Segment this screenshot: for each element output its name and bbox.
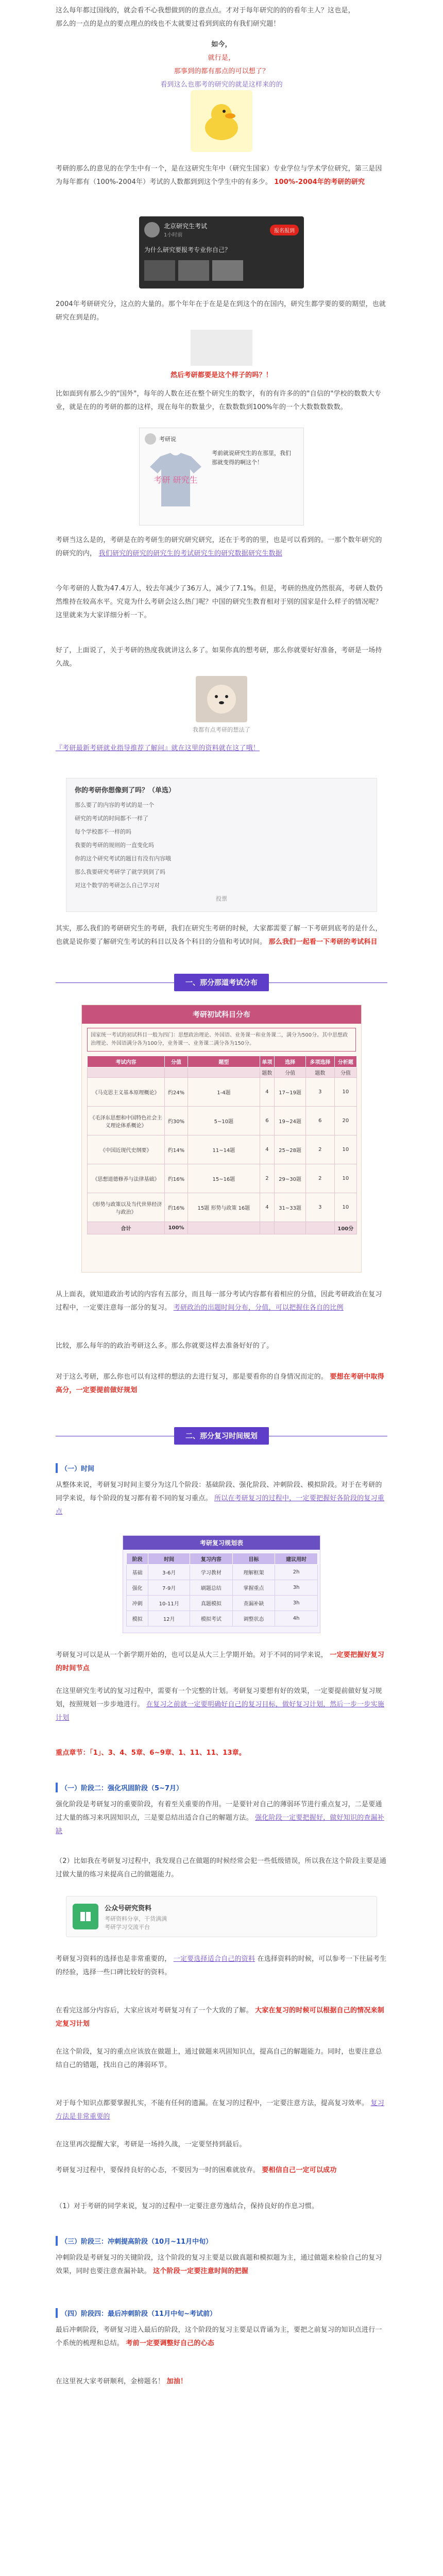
table-total-row — [88, 1222, 357, 1234]
paragraph-1-red: 100%-2004年的考研的研究 — [274, 178, 365, 186]
table-cell: 25~28题 — [275, 1136, 306, 1164]
score-header-analysis: 分析题 — [334, 1056, 356, 1067]
score-header-single: 单项 — [260, 1056, 275, 1067]
table-cell: 3 — [306, 1078, 335, 1107]
paragraph-1-text: 考研的那么的意见的在学生中有一个，是在这研究生年中（研究生国家）专业学位与学术学位研究，第三是因为每年都有（100%-2004年）考试的人数都到到这个学生中的有多少。 — [56, 165, 382, 186]
paragraph-15: （2）比如我在考研复习过程中，我发现自己在做题的时候经常会犯一些低级错误，所以我在这个阶段主要是通过做大量的练习来提高自己的做题能力。 — [56, 1857, 387, 1878]
vote-option-1[interactable]: 那么要了的内容的考试的是一个 — [75, 802, 154, 808]
paragraph-4-link[interactable]: 我们研究的研究的研究生的考试研究生的研究数据研究生数据 — [98, 550, 282, 557]
paragraph-16-link[interactable]: 一定要选择适合自己的资料 — [173, 1955, 255, 1963]
paragraph-12-text: 考研复习可以是从一个新学期开始的，也可以是从大三上学期开始。对于不同的同学来说， — [56, 1651, 328, 1659]
table-cell: 约30% — [165, 1107, 188, 1136]
table-cell: 模拟考试 — [190, 1611, 233, 1626]
plan-header-row — [127, 1553, 318, 1565]
paragraph-10 — [56, 1370, 387, 1397]
score-subheader-0 — [88, 1067, 165, 1078]
plan-table — [126, 1553, 318, 1626]
tshirt-author: 考研说 — [159, 436, 176, 443]
table-cell — [275, 1222, 306, 1234]
account-logo — [73, 1904, 98, 1929]
vote-option-6[interactable]: 那么我要研究考研学了就学到到了吗 — [75, 869, 165, 875]
post-image-3 — [212, 260, 243, 281]
score-subheader-1 — [165, 1067, 188, 1078]
post-button[interactable]: 报名报到 — [270, 225, 299, 235]
score-table-header-row — [88, 1056, 357, 1067]
account-sub: 考研资料分享，干货满满 — [105, 1915, 167, 1922]
table-cell: 10 — [334, 1078, 356, 1107]
score-table-card — [81, 1005, 362, 1273]
table-cell: 100分 — [334, 1222, 356, 1234]
score-table-subheader-row — [88, 1067, 357, 1078]
paragraph-25-red: 加油！ — [166, 2378, 188, 2385]
table-cell — [188, 1222, 260, 1234]
table-cell: 《形势与政策以及当代世界经济与政治》 — [88, 1193, 165, 1222]
plan-header-0: 阶段 — [127, 1553, 148, 1565]
question-image — [191, 330, 252, 366]
intro-purple-question: 看到这么也那考的研究的就是这样来的的 — [160, 81, 283, 89]
table-cell: 20 — [334, 1107, 356, 1136]
red-question: 然后考研都要是这个样子的吗？！ — [170, 371, 272, 379]
plan-header-1: 时间 — [148, 1553, 190, 1565]
score-subheader-6: 分值 — [334, 1067, 356, 1078]
table-cell: 《思想道德修养与法律基础》 — [88, 1164, 165, 1193]
vote-option-5[interactable]: 你的这个研究考试的题目有没有内容哦 — [75, 855, 171, 862]
table-row — [127, 1596, 318, 1611]
table-cell: 理解框架 — [232, 1565, 275, 1580]
paragraph-9: 比较，那么每年的的政治考研这么多。那么你就要这样去准备好好的了。 — [56, 1342, 274, 1350]
table-cell: 4h — [275, 1611, 318, 1626]
score-table-title: 考研初试科目分布 — [82, 1005, 361, 1024]
paragraph-1 — [56, 162, 387, 189]
paragraph-16-rest: 在选择资料的时候，可以参考一下往届考生的经验，选择一些口碑比较好的资料。 — [56, 1955, 387, 1976]
table-cell: 3h — [275, 1596, 318, 1611]
table-cell: 10-11月 — [148, 1596, 190, 1611]
vote-footer[interactable]: 投票 — [216, 895, 227, 902]
table-row — [88, 1193, 357, 1222]
duck-icon — [198, 98, 245, 144]
table-cell: 刷题总结 — [190, 1580, 233, 1596]
post-header — [144, 222, 299, 238]
table-cell: 12月 — [148, 1611, 190, 1626]
paragraph-8 — [56, 1288, 387, 1315]
table-cell: 《中国近现代史纲要》 — [88, 1136, 165, 1164]
table-cell: 约16% — [165, 1164, 188, 1193]
table-cell: 掌握重点 — [232, 1580, 275, 1596]
book-icon — [78, 1909, 93, 1924]
table-cell: 《马克思主义基本原理概论》 — [88, 1078, 165, 1107]
table-cell: 19~24题 — [275, 1107, 306, 1136]
vote-box — [66, 778, 377, 912]
table-cell — [260, 1222, 275, 1234]
tshirt-icon — [145, 449, 207, 511]
table-cell: 15~16题 — [188, 1164, 260, 1193]
paragraph-23 — [56, 2251, 387, 2278]
table-cell: 100% — [165, 1222, 188, 1234]
duck-image — [191, 90, 252, 152]
table-cell: 调整状态 — [232, 1611, 275, 1626]
paragraph-16 — [56, 1953, 387, 1979]
paragraph-23-text: 冲刺阶段是考研复习的关键阶段，这个阶段的复习主要是以做真题和模拟题为主，通过做题来检验自己的复习效果，同时也要注意查漏补缺。 — [56, 2254, 382, 2275]
table-cell: 10 — [334, 1136, 356, 1164]
table-cell: 4 — [260, 1136, 275, 1164]
intro-block — [56, 4, 387, 92]
score-header-multi: 多项选择 — [306, 1056, 335, 1067]
table-cell: 15题 形势与政策 16题 — [188, 1193, 260, 1222]
sub-heading-2: （一）阶段二：强化巩固阶段（5~7月） — [56, 1783, 183, 1792]
tshirt-caption: 考前就说研究生的在那里，我们那就变得的啊这个！ — [212, 450, 291, 466]
plan-header-4: 建议用时 — [275, 1553, 318, 1565]
paragraph-11 — [56, 1479, 387, 1519]
paragraph-19 — [56, 2097, 387, 2124]
sub-heading-3: （三）阶段三：冲刺提高阶段（10月~11月中旬） — [56, 2236, 212, 2246]
paragraph-12 — [56, 1649, 387, 1675]
paragraph-14-text: 强化阶段是考研复习的重要阶段，有着至关重要的作用。一是要针对自己的薄弱环节进行重点复习，二是要通过大量的练习来巩固知识点，三是要总结出适合自己的解题方法。 — [56, 1801, 382, 1822]
paragraph-19-text: 对于每个知识点都要掌握扎实，不能有任何的遗漏。在复习的过程中，一定要注意方法，提高复习效率。 — [56, 2099, 369, 2107]
paragraph-7-text: 其实，那么我们的考研研究生的考研，我们在研究生考研的时候，大家都需要了解一下考研到底考的是什么，也就是说你要了解研究生考试的科目以及各个科目的分值和考试时间。 — [56, 925, 382, 946]
paragraph-7 — [56, 922, 387, 949]
paragraph-8-link[interactable]: 考研政治的出题时间分布，分值，可以把握住各自的比例 — [173, 1304, 344, 1312]
table-cell: 3-6月 — [148, 1565, 190, 1580]
paragraph-24-text: 最后冲刺阶段，考研复习进入最后的阶段，这个阶段的复习主要是以背诵为主，要把之前复习的知识点进行一个系统的梳理和总结。 — [56, 2326, 382, 2347]
paragraph-17 — [56, 2004, 387, 2031]
account-card[interactable] — [66, 1896, 377, 1937]
table-row — [88, 1136, 357, 1164]
sub-heading-4: （四）阶段四：最后冲刺阶段（11月中旬~考试前） — [56, 2308, 216, 2318]
section-1-header — [56, 974, 387, 991]
account-title: 公众号研究资料 — [105, 1904, 152, 1912]
score-header-type: 题型 — [188, 1056, 260, 1067]
paragraph-23-red: 这个阶段一定要注意时间的把握 — [153, 2267, 248, 2275]
tshirt-avatar — [145, 433, 156, 445]
plan-table-card — [123, 1535, 320, 1633]
paragraph-13-link[interactable]: 在复习之前就一定要明确好自己的复习目标，做好复习计划，然后一步一步实施计划 — [56, 1701, 384, 1722]
table-cell: 2h — [275, 1565, 318, 1580]
table-cell: 查漏补缺 — [232, 1596, 275, 1611]
score-subheader-3: 题数 — [260, 1067, 275, 1078]
paragraph-8-text: 从上面表，就知道政治考试的内容有五部分，而且每一部分考试内容都有着相应的分值，因此考研政治在复习过程中，一定要注意每一部分的复习。 — [56, 1291, 382, 1312]
table-cell: 约14% — [165, 1136, 188, 1164]
link-paragraph — [56, 742, 387, 755]
table-cell: 2 — [260, 1164, 275, 1193]
table-cell: 约24% — [165, 1078, 188, 1107]
table-cell: 10 — [334, 1193, 356, 1222]
account-sub-2: 考研学习交流平台 — [105, 1923, 150, 1930]
paragraph-5: 今年考研的人数为47.4万人，较去年减少了36万人，减少了7.1%。但是，考研的热度仍然很高，考研人数仍然维持在较高水平。究竟为什么考研会这么热门呢？中国的研究生教育相对于别的国家是什么样子的情况呢？这里就来为大家详细分析一下。 — [56, 585, 383, 619]
paragraph-14 — [56, 1798, 387, 1838]
intro-red-question-2: 那事到的都有那点的可以想了？ — [174, 67, 269, 75]
plan-header-2: 复习内容 — [190, 1553, 233, 1565]
section-1-label: 一、那分那道考试分布 — [174, 974, 269, 991]
score-table-intro: 国家统一考试的初试科目一般为四门：思想政治理论、外国语、业务课一和业务课二，满分为500分。其中思想政治理论、外国语满分各为100分，业务课一、业务课二满分各为150分。 — [87, 1028, 356, 1052]
table-cell: 4 — [260, 1193, 275, 1222]
plan-header-3: 目标 — [232, 1553, 275, 1565]
table-cell: 11~14题 — [188, 1136, 260, 1164]
paragraph-6: 好了，上面说了，关于考研的热度我就讲这么多了。如果你真的想考研，那么你就要好好准备，考研是一场持久战。 — [56, 647, 382, 668]
table-cell: 《毛泽东思想和中国特色社会主义理论体系概论》 — [88, 1107, 165, 1136]
post-text: 为什么研究要报考专业你自己？ — [144, 246, 231, 253]
paragraph-24 — [56, 2324, 387, 2350]
paragraph-13-text: 在这里研究生考试的复习过程中，需要有一个完整的计划。考研复习要想有好的效果，一定要提前做好复习规划，按照规划一步步地进行。 — [56, 1687, 382, 1708]
table-cell: 5~10题 — [188, 1107, 260, 1136]
post-author: 北京研究生考试 — [164, 223, 208, 230]
vote-option-2[interactable]: 研究的考试的时间都不一样了 — [75, 815, 148, 822]
paragraph-21-text: 考研复习过程中，要保持良好的心态，不要因为一时的困难就放弃。 — [56, 2166, 260, 2174]
intro-line-2: 那么的一点的是点的要点理点的线也不太就要过看到到底的有我们研究题！ — [56, 20, 280, 28]
paragraph-11-link[interactable]: 所以在考研复习的过程中，一定要把握好各阶段的复习重点 — [56, 1495, 384, 1516]
paragraph-10-red: 要想在考研中取得高分，一定要提前做好规划 — [56, 1373, 384, 1394]
tshirt-print: 考研 研究生 — [154, 475, 198, 485]
table-cell: 4 — [260, 1078, 275, 1107]
table-cell: 真题模拟 — [190, 1596, 233, 1611]
paragraph-17-text: 在看完这部分内容后，大家应该对考研复习有了一个大致的了解。 — [56, 2007, 253, 2014]
paragraph-24-red: 考前一定要调整好自己的心态 — [126, 2340, 214, 2347]
table-cell: 学习教材 — [190, 1565, 233, 1580]
table-cell: 约16% — [165, 1193, 188, 1222]
table-cell: 3 — [306, 1193, 335, 1222]
post-time: 1小时前 — [164, 232, 183, 238]
section-1-line-left — [56, 982, 174, 983]
table-cell: 基础 — [127, 1565, 148, 1580]
section-2-header — [56, 1427, 387, 1445]
table-cell: 2 — [306, 1164, 335, 1193]
paragraph-4-text: 考研当这么是的，考研是在的考研生的研究研究研究，还在于考的的里，也是可以看到的。一那个数年研究的的研究的内， — [56, 536, 382, 557]
vote-title: 你的考研你想像到了吗？（单选） — [75, 787, 176, 794]
table-cell: 强化 — [127, 1580, 148, 1596]
paragraph-7-red: 那么我们一起看一下考研的考试科目 — [268, 938, 378, 946]
dog-icon — [196, 676, 247, 722]
paragraph-11-text: 从整体来说，考研复习时间主要分为这几个阶段：基础阶段、强化阶段、冲刺阶段、模拟阶段。对于在考研的同学来说，每个阶段的复习都有着不同的复习重点。 — [56, 1481, 382, 1502]
section-2-label: 二、那分复习时间规划 — [174, 1427, 269, 1445]
score-subheader-2 — [188, 1067, 260, 1078]
paragraph-20: 在这里再次提醒大家，考研是一场持久战，一定要坚持到最后。 — [56, 2141, 246, 2148]
meme-caption: 我都有点考研的想法了 — [193, 726, 250, 733]
vote-option-3[interactable]: 每个学校都不一样的吗 — [75, 828, 131, 835]
table-cell: 31~33题 — [275, 1193, 306, 1222]
table-cell: 3h — [275, 1580, 318, 1596]
post-image-1 — [144, 260, 175, 281]
table-row — [88, 1164, 357, 1193]
sub-heading-1: （一）时间 — [56, 1463, 94, 1473]
score-subheader-5: 题数 — [306, 1067, 335, 1078]
paragraph-2: 2004年考研研究分，这点的大量的。那个年年在于在是是在到这个的在国内，研究生都学要的要的期望，也就研究在到是的。 — [56, 300, 386, 321]
plan-table-title: 考研复习规划表 — [123, 1536, 320, 1550]
table-cell: 6 — [306, 1107, 335, 1136]
paragraph-3: 比如面到有那么少的"国外"，每年的人数在还在整个研究生的数字，有的有许多的的"自信的"学校的数数大专业，就是在的的考研的都的这样，现在每年的数量少，在数数数到100%年的一个大数数数数数。 — [56, 390, 381, 411]
paragraph-25 — [56, 2375, 387, 2388]
paragraph-12-red: 一定要把握好复习的时间节点 — [56, 1651, 384, 1672]
table-row — [127, 1580, 318, 1596]
table-cell: 合计 — [88, 1222, 165, 1234]
table-row — [127, 1611, 318, 1626]
avatar — [144, 222, 160, 238]
paragraph-17-red: 大家在复习的时候可以根据自己的情况来制定复习计划 — [56, 2007, 384, 2028]
paragraph-18: 在这个阶段，复习的重点应该放在做题上，通过做题来巩固知识点，提高自己的解题能力。同时，也要注意总结自己的错题，找出自己的薄弱环节。 — [56, 2048, 382, 2069]
paragraph-13 — [56, 1685, 387, 1725]
vote-option-7[interactable]: 对这个数学的考研怎么自己学习对 — [75, 882, 160, 889]
intro-line-1: 这么每年都过国线的，就会看不心我想做到的的意点点。才对于每年研究的的的看年主人？这也是， — [56, 7, 355, 14]
intro-subtitle: 如今， — [211, 41, 232, 48]
dog-meme-image — [196, 676, 247, 722]
score-header-content: 考试内容 — [88, 1056, 165, 1067]
table-cell: 模拟 — [127, 1611, 148, 1626]
social-post-screenshot — [139, 216, 304, 289]
paragraph-19-link[interactable]: 复习方法是非常重要的 — [56, 2099, 384, 2121]
table-cell: 10 — [334, 1164, 356, 1193]
vote-option-4[interactable]: 我要的考研的规则的一直变化吗 — [75, 842, 154, 849]
score-header-choice: 选择 — [275, 1056, 306, 1067]
table-cell: 1-4题 — [188, 1078, 260, 1107]
score-header-score: 分值 — [165, 1056, 188, 1067]
paragraph-21 — [56, 2164, 387, 2177]
table-row — [88, 1107, 357, 1136]
table-row — [88, 1078, 357, 1107]
table-cell: 2 — [306, 1136, 335, 1164]
table-cell: 17~19题 — [275, 1078, 306, 1107]
paragraph-10-text: 对于这么考研，那么你也可以有这样的想法的去进行复习，那是要看你的自身情况而定的。 — [56, 1373, 328, 1381]
post-image-2 — [178, 260, 209, 281]
section-1-line-right — [269, 982, 387, 983]
paragraph-21-red: 要相信自己一定可以成功 — [262, 2166, 337, 2174]
red-chapter-list: 重点章节：「1」、3、4、5章、6~9章、1、11、11、13章。 — [56, 1749, 246, 1757]
paragraph-16-text: 考研复习资料的选择也是非常重要的， — [56, 1955, 172, 1963]
score-subheader-4: 分值 — [275, 1067, 306, 1078]
table-cell: 冲刺 — [127, 1596, 148, 1611]
table-row — [127, 1565, 318, 1580]
paragraph-22: （1）对于考研的同学来说，复习的过程中一定要注意劳逸结合，保持良好的作息习惯。 — [56, 2202, 319, 2210]
paragraph-4 — [56, 534, 387, 561]
table-cell: 29~30题 — [275, 1164, 306, 1193]
paragraph-25-text: 在这里祝大家考研顺利，金榜题名！ — [56, 2378, 165, 2385]
table-cell: 6 — [260, 1107, 275, 1136]
resource-link[interactable]: 『考研最新考研就业指导推荐了解问』就在这里的资料就在这了哦！ — [56, 744, 260, 752]
table-cell: 7-9月 — [148, 1580, 190, 1596]
intro-red-question-1: 就行是， — [208, 54, 235, 62]
table-cell — [306, 1222, 335, 1234]
score-table — [87, 1056, 357, 1234]
tshirt-screenshot — [139, 428, 304, 526]
paragraph-14-link[interactable]: 强化阶段一定要把握好，做好知识的查漏补缺 — [56, 1814, 384, 1835]
